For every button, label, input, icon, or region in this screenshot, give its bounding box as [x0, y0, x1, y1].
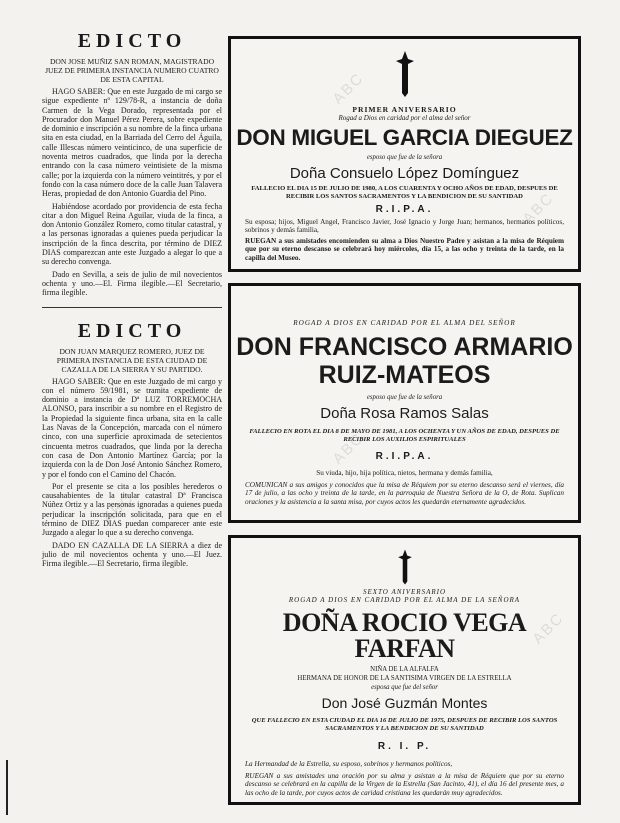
edicto-paragraph: Por el presente se cita a los posibles herederos o causahabientes de la titular catastral Dª Francisca Núñez Ortiz y a las personas ignoradas a quienes pueda perjudicar la inscripción solicitada, para que en el término de DIEZ DIAS puedan comparecer ante este Juzgado a alegar lo que a su derecho convenga.: [42, 481, 222, 538]
deceased-name-line2: RUIZ-MATEOS: [318, 361, 491, 389]
margin-rule: [6, 760, 20, 815]
cross-icon: [392, 49, 418, 99]
edicto-paragraph: DADO EN CAZALLA DE LA SIERRA a diez de julio de mil novecientos ochenta y uno.—El Juez. Firma ilegible.—El Secretario, firma ilegible.: [42, 540, 222, 569]
obituary-garcia-dieguez: [228, 36, 581, 272]
edicto-paragraph: HAGO SABER: Que en este Juzgado de mi cargo se sigue expediente nº 129/78-R, a instancia de doña Carmen de la Vega Dorado, representada por el Procurador don Manuel Pérez Perera, sobre expediente de dominio e inscripción a su nombre de la finca urbana sita en esta ciudad, en la Barriada del Cerro del Águila, calle Illescas número veinticinco, de una superficie de noventa metros cuadrados, que linda por la derecha entrando con la casa número veintisiete de la misma calle; por la izquierda con la número veintitrés, y por el fondo con la casa número doce de la calle Juan Talavera Heras, propiedad de don Antonio Guardia del Pino.: [42, 87, 222, 199]
edicto-heading: DON JOSE MUÑIZ SAN ROMAN, MAGISTRADO JUEZ DE PRIMERA INSTANCIA NUMERO CUATRO DE ESTA CAPITAL: [45, 57, 219, 84]
edicto-title: EDICTO: [77, 30, 187, 52]
anniversary-label: SEXTO ANIVERSARIO: [362, 588, 447, 596]
spouse-name: Doña Rosa Ramos Salas: [320, 405, 489, 422]
edicto-heading: DON JUAN MARQUEZ ROMERO, JUEZ DE PRIMERA INSTANCIA DE ESTA CIUDAD DE CAZALLA DE LA SIERRA Y SU PARTIDO.: [56, 346, 208, 374]
spouse-intro: esposo que fue de la señora: [366, 394, 443, 401]
edictos-column: [42, 30, 222, 571]
death-notice: FALLECIO EN ROTA EL DIA 8 DE MAYO DE 1981, A LOS OCHENTA Y UN AÑOS DE EDAD, DESPUES DE RECIBIR LOS AUXILIOS ESPIRITUALES: [249, 428, 560, 443]
rip: R. I. P.: [377, 741, 432, 752]
ripa: R.I.P.A.: [375, 203, 434, 215]
deceased-name-line1: DON FRANCISCO ARMARIO: [236, 333, 573, 361]
rogad-line: ROGAD A DIOS EN CARIDAD POR EL ALMA DE LA SEÑORA: [288, 596, 521, 604]
rogad-line: ROGAD A DIOS EN CARIDAD POR EL ALMA DEL SEÑOR: [293, 319, 516, 327]
spouse-intro: esposo que fue de la señora: [366, 153, 443, 161]
death-notice: FALLECIO EL DIA 15 DE JULIO DE 1980, A LOS CUARENTA Y OCHO AÑOS DE EDAD, DESPUES DE RECIBIR LOS SANTOS SACRAMENTOS Y LA BENDICION DE SU SANTIDAD: [251, 184, 558, 200]
ruegan-notice: RUEGAN a sus amistades una oración por su alma y asistan a la misa de Réquiem que por su eterno descanso se celebrará en la capilla de la Virgen de la Estrella (San Jacinto, 41), el día 16 del presente mes, a las ocho de la tarde, por cuyos actos de caridad cristiana les quedarán muy agradecidos.: [245, 771, 564, 797]
edicto-paragraph: Dado en Sevilla, a seis de julio de mil novecientos ochenta y uno.—El. Firma ilegible.—El Secretario, firma ilegible.: [42, 269, 222, 298]
death-notice: QUE FALLECIO EN ESTA CIUDAD EL DIA 16 DE JULIO DE 1975, DESPUES DE RECIBIR LOS SANTOS SACRAMENTOS Y LA BENDICION DE SU SANTIDAD: [251, 717, 558, 732]
edicto-paragraph: HAGO SABER: Que en este Juzgado de mi cargo y con el número 59/1981, se tramita expediente de dominio a instancia de Dª LUZ TORREMOCHA ALONSO, para inscribir a su nombre en el Registro de la Propiedad la siguiente finca urbana, sita en la calle Las Navas de la Concepción, marcada con el número cinco, con una superficie aproximada de setecientos cincuenta metros cuadrados, que linda por la derecha con casa de Don Antonio Martínez García; por la izquierda con la de Don José Antonio Sánchez Romero, y por el fondo con el Camino del Chacón.: [42, 376, 222, 479]
cross-icon: [395, 548, 415, 586]
hermandad-line: HERMANA DE HONOR DE LA SANTISIMA VIRGEN DE LA ESTRELLA: [297, 675, 512, 682]
edicto-title: EDICTO: [77, 319, 187, 342]
rogad-line: Rogad a Dios en caridad por el alma del señor: [338, 114, 471, 122]
divider: [42, 307, 222, 308]
ripa: R.I.P.A.: [375, 451, 434, 462]
family-list: Su viuda, hijo, hija política, nietos, hermana y demás familia,: [316, 469, 493, 477]
deceased-name: DON MIGUEL GARCIA DIEGUEZ: [236, 125, 573, 150]
obituary-vega-farfan: [228, 535, 581, 805]
spouse-name: Don José Guzmán Montes: [321, 695, 488, 711]
comunican-notice: COMUNICAN a sus amigos y conocidos que la misa de Réquiem por su eterno descanso será el viernes, día 17 de julio, a las ocho y treinta de la tarde, en la parroquia de Nuestra Señora de la O, de Rota. Suplican oraciones y la asistencia a la santa misa, por cuyos actos les quedarán eternamente agradecidos.: [245, 480, 564, 506]
family-list: La Hermandad de la Estrella, su esposo, sobrinos y hermanos políticos,: [245, 760, 453, 768]
obituary-armario-ruiz-mateos: [228, 283, 581, 523]
deceased-name: DOÑA ROCIO VEGA FARFAN: [282, 608, 527, 663]
spouse-name: Doña Consuelo López Domínguez: [289, 164, 520, 182]
subtitle: NIÑA DE LA ALFALFA: [370, 666, 439, 673]
family-list: Su esposa; hijos, Miguel Angel, Francisco Javier, José Ignacio y Jorge Juan; hermanos, hermanos políticos, sobrinos y demás familia,: [245, 217, 564, 235]
anniversary-label: PRIMER ANIVERSARIO: [352, 105, 457, 114]
watermark: ABC: [99, 489, 138, 528]
edicto-paragraph: Habiéndose acordado por providencia de esta fecha citar a don Miguel Reina Aguilar, viuda de la finca, a don Antonio González Romero, como titular catastral, y a las personas ignoradas a quienes pueda perjudicar la inscripción de la finca descrita, por término de DIEZ DIAS comparezcan ante este Juzgado a alegar lo que a su derecho convenga.: [42, 201, 222, 267]
spouse-intro: esposa que fue del señor: [371, 684, 438, 691]
ruegan-notice: RUEGAN a sus amistades encomienden su alma a Dios Nuestro Padre y asistan a la misa de Réquiem que por su eterno descanso se celebrará hoy miércoles, día 15, a las ocho y treinta de la tarde, en la capilla del Museo.: [245, 236, 564, 262]
